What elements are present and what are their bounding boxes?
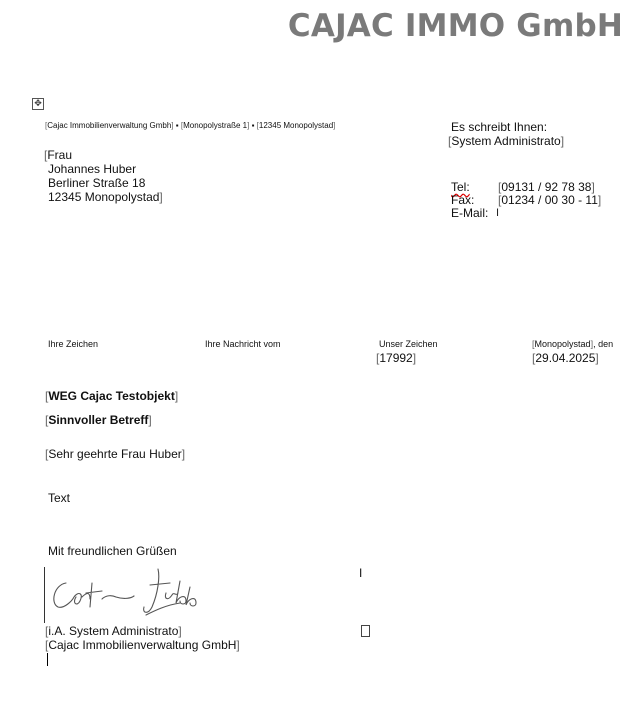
recipient-street[interactable]: Berliner Straße 18 bbox=[48, 176, 146, 190]
content-control-placeholder[interactable] bbox=[361, 625, 370, 637]
text-cursor-icon: I bbox=[359, 566, 363, 580]
subject-object-field[interactable]: [WEG Cajac Testobjekt] bbox=[45, 389, 179, 403]
tel-field[interactable]: [09131 / 92 78 38] bbox=[498, 180, 595, 194]
recipient-address[interactable]: [Frau Johannes Huber Berliner Straße 18 12345 Monopolystad] bbox=[44, 148, 163, 204]
sender-separator-icon: ▪ bbox=[175, 121, 179, 130]
company-logo: CAJAC IMMO GmbH bbox=[287, 8, 623, 44]
recipient-city[interactable]: 12345 Monopolystad bbox=[48, 190, 160, 204]
date-field[interactable]: [29.04.2025] bbox=[532, 351, 599, 365]
table-move-handle-icon[interactable]: ✥ bbox=[32, 98, 44, 110]
signature-line1[interactable]: i.A. System Administrato bbox=[48, 624, 179, 638]
signature-line2[interactable]: Cajac Immobilienverwaltung GmbH bbox=[48, 638, 237, 652]
tel-value[interactable]: 09131 / 92 78 38 bbox=[501, 180, 592, 194]
place-value[interactable]: Monopolystad bbox=[534, 339, 591, 349]
signature-line1-field[interactable]: [i.A. System Administrato] bbox=[45, 624, 182, 638]
subject-topic-field[interactable]: [Sinnvoller Betreff] bbox=[45, 413, 152, 427]
contact-heading: Es schreibt Ihnen: bbox=[451, 120, 548, 134]
email-label: E-Mail: bbox=[451, 206, 489, 220]
sender-company[interactable]: Cajac Immobilienverwaltung Gmbh bbox=[47, 121, 172, 130]
contact-writer-field[interactable]: [System Administrato] bbox=[448, 134, 565, 148]
sender-line: [Cajac Immobilienverwaltung Gmbh] ▪ [Monopolystraße 1] ▪ [12345 Monopolystad] bbox=[45, 121, 336, 130]
ihre-zeichen-label: Ihre Zeichen bbox=[48, 339, 99, 349]
greeting[interactable]: Sehr geehrte Frau Huber bbox=[48, 447, 182, 461]
recipient-name[interactable]: Johannes Huber bbox=[48, 162, 137, 176]
signature-image bbox=[46, 563, 206, 623]
fax-value[interactable]: 01234 / 00 30 - 11 bbox=[501, 193, 598, 207]
unser-zeichen-label: Unser Zeichen bbox=[379, 339, 438, 349]
greeting-field[interactable]: [Sehr geehrte Frau Huber] bbox=[45, 447, 186, 461]
closing[interactable]: Mit freundlichen Grüßen bbox=[48, 544, 177, 558]
unser-zeichen-value[interactable]: 17992 bbox=[379, 351, 413, 365]
insertion-cursor bbox=[47, 653, 48, 666]
place-label: [Monopolystad], den bbox=[532, 339, 614, 349]
subject-object[interactable]: WEG Cajac Testobjekt bbox=[48, 389, 175, 403]
subject-topic[interactable]: Sinnvoller Betreff bbox=[48, 413, 149, 427]
tel-label: Tel: bbox=[451, 180, 470, 194]
sender-separator-icon: ▪ bbox=[251, 121, 255, 130]
fax-field[interactable]: [01234 / 00 30 - 11] bbox=[498, 193, 602, 207]
date-value[interactable]: 29.04.2025 bbox=[535, 351, 596, 365]
signature-line2-field[interactable]: [Cajac Immobilienverwaltung GmbH] bbox=[45, 638, 240, 652]
unser-zeichen-field[interactable]: [17992] bbox=[376, 351, 417, 365]
text-cursor-icon: I bbox=[496, 207, 500, 219]
sender-street[interactable]: Monopolystraße 1 bbox=[183, 121, 248, 130]
fax-label: Fax: bbox=[451, 193, 475, 207]
sender-city[interactable]: 12345 Monopolystad bbox=[258, 121, 334, 130]
recipient-salutation[interactable]: Frau bbox=[47, 148, 73, 162]
body-text[interactable]: Text bbox=[48, 491, 71, 505]
contact-writer[interactable]: System Administrato bbox=[451, 134, 561, 148]
ihre-nachricht-label: Ihre Nachricht vom bbox=[205, 339, 281, 349]
